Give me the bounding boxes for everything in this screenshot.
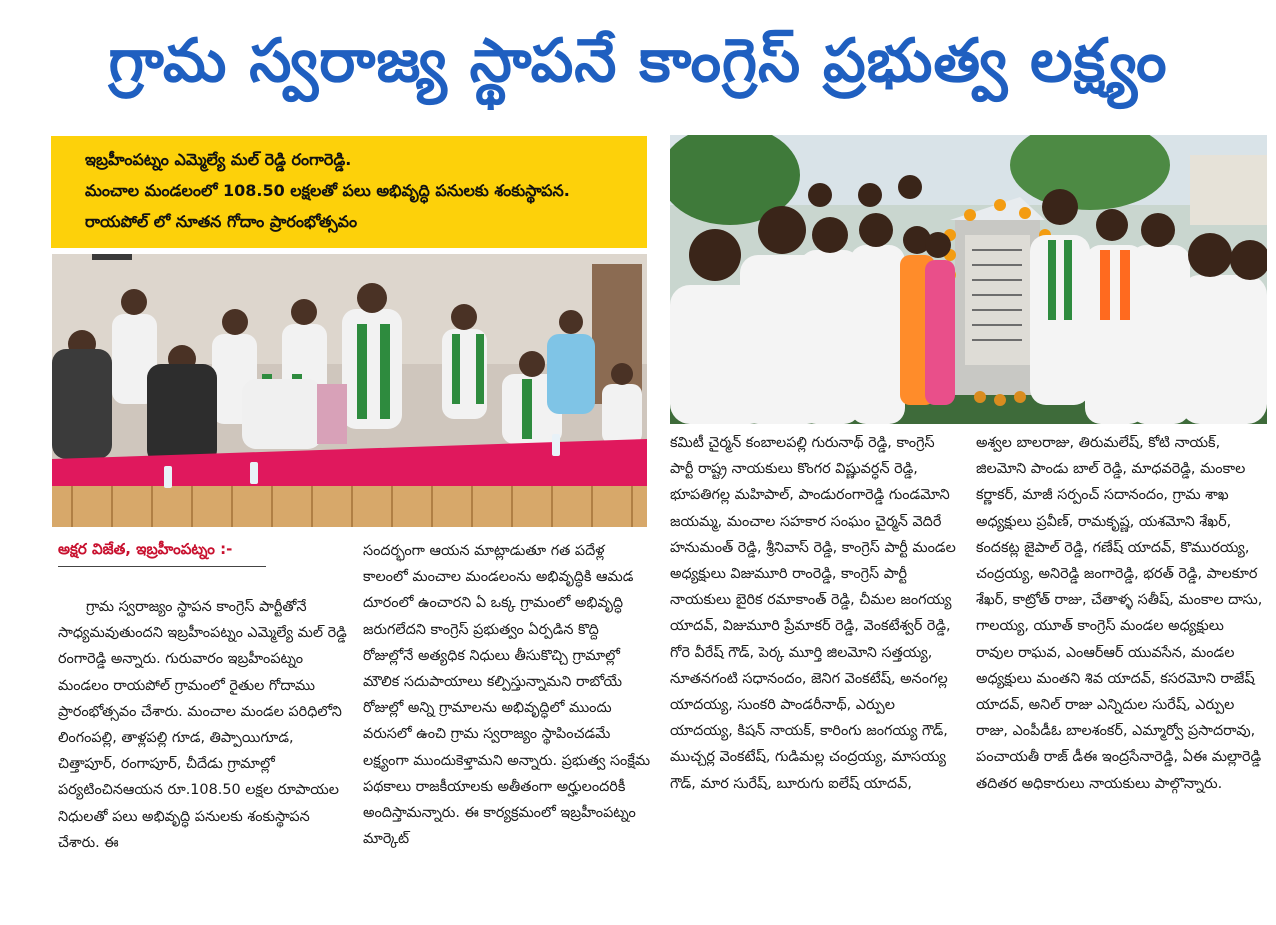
article-column-2 — [363, 538, 653, 918]
article-paragraph: అశ్వల బాలరాజు, తిరుమలేష్, కోటి నాయక్, జిలమోని పాండు బాల్ రెడ్డి, మాధవరెడ్డి, మంకాల కర్ణాకర్, మాజీ సర్పంచ్ సదానందం, గ్రామ శాఖ అధ్యక్షులు ప్రవీణ్, రామకృష్ణ, యశమోని శేఖర్, కందకట్ల జైపాల్ రెడ్డి, గణేష్ యాదవ్, కొమురయ్య, చంద్రయ్య, అనిరెడ్డి జంగారెడ్డి, భరత్ రెడ్డి, పాలకూర శేఖర్, కాట్రోత్ రాజు, చేతాళ్ళ సతీష్, మంకాల దాసు, గాలయ్య, యూత్ కాంగ్రెస్ మండల అధ్యక్షులు రావుల రాఘవ, ఎంఆర్ఆర్ యువసేన, మండల అధ్యక్షులు మంతని శివ యాదవ్, కసరమోని రాజేష్ యాదవ్, అనిల్ రాజు ఎన్నిదుల సురేష్, ఎర్పుల రాజు, ఎంపీడీఓ బాలశంకర్, ఎమ్మార్వో ప్రసాదరావు, పంచాయతీ రాజ్ డీఈ ఇంద్రసేనారెడ్డి, ఏఈ మల్లారెడ్డి తదితర అధికారులు నాయకులు పాల్గొన్నారు. — [976, 435, 1263, 792]
article-column-3 — [670, 430, 960, 916]
highlight-line-3: రాయపోల్ లో నూతన గోదాం ప్రారంభోత్సవం — [85, 212, 358, 231]
byline-rule — [58, 566, 266, 567]
article-column-4 — [976, 430, 1266, 916]
highlight-line-2: మంచాల మండలంలో 108.50 లక్షలతో పలు అభివృద్ధి పనులకు శంకుస్థాపన. — [85, 181, 570, 200]
highlight-line-1: ఇబ్రహీంపట్నం ఎమ్మెల్యే మల్ రెడ్డి రంగారెడ్డి. — [85, 150, 352, 169]
article-paragraph: గ్రామ స్వరాజ్యం స్థాపన కాంగ్రెస్ పార్టీతోనే సాధ్యమవుతుందని ఇబ్రహీంపట్నం ఎమ్మెల్యే మల్ రెడ్డి రంగారెడ్డి అన్నారు. గురువారం ఇబ్రహీంపట్నం మండలం రాయపోల్ గ్రామంలో రైతుల గోదాము ప్రారంభోత్సవం చేశారు. మంచాల మండల పరిధిలోని లింగంపల్లి, తాళ్లపల్లి గూడ, తిప్పాయిగూడ, చిత్తాపూర్, రంగాపూర్, చీదేడు గ్రామాల్లో పర్యటించినఆయన రూ.108.50 లక్షల రూపాయల నిధులతో పలు అభివృద్ధి పనులకు శంకుస్థాపన చేశారు. ఈ — [58, 599, 347, 851]
headline: గ్రామ స్వరాజ్య స్థాపనే కాంగ్రెస్ ప్రభుత్వ లక్ష్యం — [108, 26, 1168, 96]
byline: అక్షర విజేత, ఇబ్రహీంపట్నం :- — [58, 540, 233, 558]
foundation-stone-photo — [670, 135, 1267, 424]
article-paragraph: కమిటీ చైర్మన్ కంబాలపల్లి గురునాథ్ రెడ్డి, కాంగ్రెస్ పార్టీ రాష్ట్ర నాయకులు కొంగర విష్ణువర్ధన్ రెడ్డి, భూపతిగల్ల మహిపాల్, పాండురంగారెడ్డి గుండమోని జయమ్మ, మంచాల సహకార సంఘం చైర్మన్ వెదిరే హనుమంత్ రెడ్డి, శ్రీనివాస్ రెడ్డి, కాంగ్రెస్ పార్టీ మండల అధ్యక్షులు విజుమూరి రాంరెడ్డి, కాంగ్రెస్ పార్టీ నాయకులు బైరిక రమాకాంత్ రెడ్డి, చీమల జంగయ్య యాదవ్, విజుమూరి ప్రేమాకర్ రెడ్డి, వెంకటేశ్వర్ రెడ్డి, గోరె వీరేష్ గౌడ్, పెర్క మూర్తి జిలమోని సత్తయ్య, నూతనగంటి సధానందం, జెనిగ వెంకటేష్, అనంగల్ల యాదయ్య, సుంకరి పాండరీనాథ్, ఎర్పుల యాదయ్య, కిషన్ నాయక్, కారింగు జంగయ్య గౌడ్, ముచ్చర్ల వెంకటేష్, గుడిమల్ల చంద్రయ్య, మాసయ్య గౌడ్, మార సురేష్, బూరుగు ఐలేష్ యాదవ్, — [670, 435, 956, 792]
article-paragraph: సందర్భంగా ఆయన మాట్లాడుతూ గత పదేళ్ల కాలంలో మంచాల మండలంను అభివృద్ధికి ఆమడ దూరంలో ఉంచారని ఏ ఒక్క గ్రామంలో అభివృద్ధి జరుగలేదని కాంగ్రెస్ ప్రభుత్వం ఏర్పడిన కొద్ది రోజుల్లోనే అత్యధిక నిధులు తీసుకొచ్చి గ్రామాల్లో మౌలిక సదుపాయాలు కల్పిస్తున్నామని రాబోయే రోజుల్లో అన్ని గ్రామాలను అభివృద్ధిలో ముందు వరుసలో ఉంచి గ్రామ స్వరాజ్యం స్థాపించడమే లక్ష్యంగా ముందుకెళ్తామని అన్నారు. ప్రభుత్వ సంక్షేమ పథకాలు రాజకీయాలకు అతీతంగా అర్హులందరికీ అందిస్తామన్నారు. ఈ కార్యక్రమంలో ఇబ్రహీంపట్నం మార్కెట్ — [363, 543, 651, 848]
highlight-box — [51, 136, 647, 248]
meeting-photo — [52, 254, 647, 527]
article-column-1 — [58, 594, 348, 914]
